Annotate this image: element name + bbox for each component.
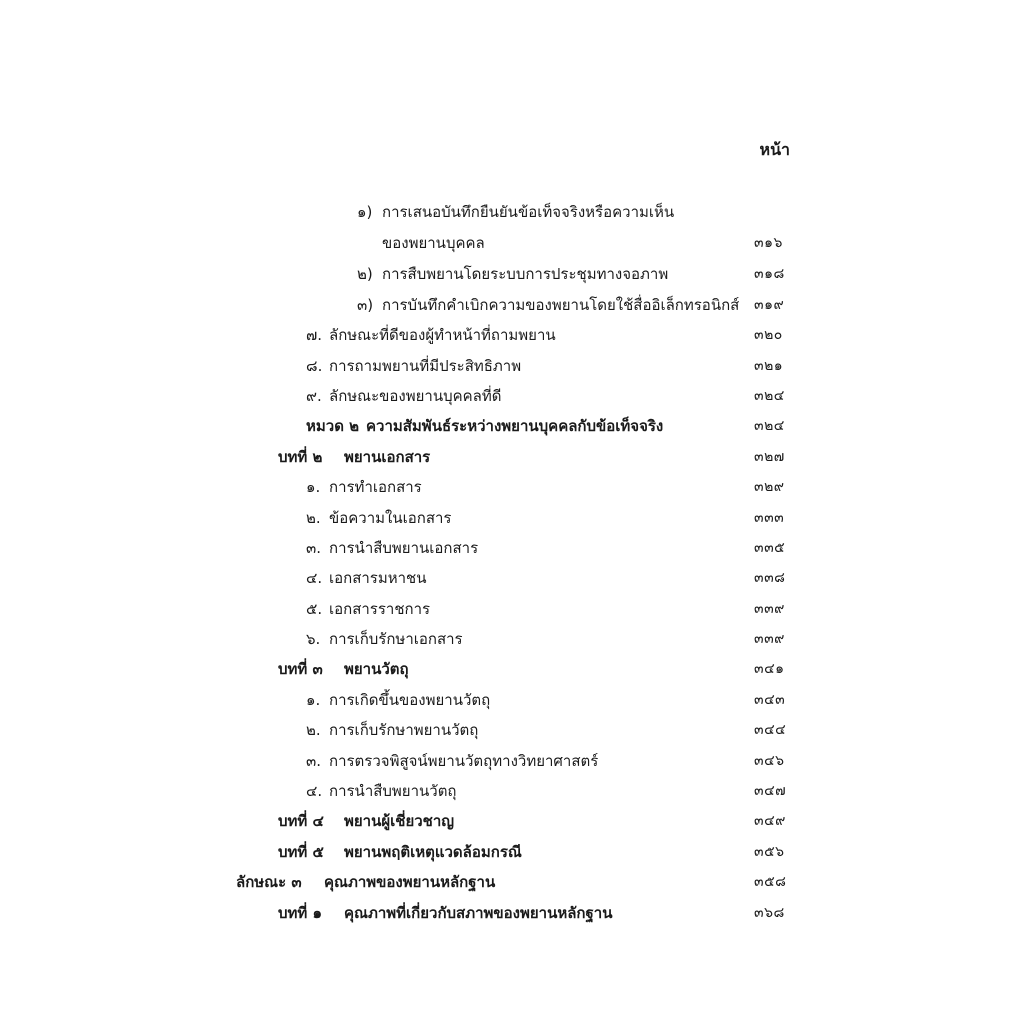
toc-entry-number: ๓. <box>306 538 322 557</box>
toc-entry-number: ๗. <box>306 326 323 345</box>
toc-entry-page-number: ๓๒๔ <box>754 387 785 404</box>
toc-entry-number: หมวด ๒ <box>306 417 360 436</box>
toc-entry-page-number: ๓๔๑ <box>754 661 785 678</box>
toc-entry-page-number: ๓๑๙ <box>754 296 785 313</box>
toc-entry <box>0 685 1024 715</box>
toc-entry-page-number: ๓๒๗ <box>754 448 785 465</box>
toc-entry-number: ลักษณะ ๓ <box>236 873 302 892</box>
toc-entry-page-number: ๓๑๘ <box>754 266 785 283</box>
toc-entry-number: บทที่ ๓ <box>278 660 323 679</box>
toc-entry-page-number: ๓๓๙ <box>754 631 785 648</box>
toc-entry-title: การเก็บรักษาพยานวัตถุ <box>329 721 479 740</box>
toc-entry-page-number: ๓๕๖ <box>754 843 785 860</box>
toc-entry <box>0 715 1024 745</box>
toc-entry <box>0 442 1024 472</box>
toc-entry-title: การนำสืบพยานเอกสาร <box>329 538 479 557</box>
toc-entry-page-number: ๓๒๐ <box>754 327 783 344</box>
toc-entry-number: ๓) <box>357 295 374 314</box>
toc-entry <box>0 503 1024 533</box>
toc-entry-title: เอกสารราชการ <box>329 599 431 618</box>
toc-entry <box>0 533 1024 563</box>
toc-entry-title: การเสนอบันทึกยืนยันข้อเท็จจริงหรือความเห็น <box>382 203 675 221</box>
toc-entry-number: ๕. <box>306 599 323 618</box>
page-column-header: หน้า <box>759 140 790 159</box>
toc-entry-page-number: ๓๔๔ <box>754 722 787 739</box>
toc-entry-title: การบันทึกคำเบิกความของพยานโดยใช้สื่ออิเล็กทรอนิกส์ <box>382 295 740 314</box>
toc-entry-title: เอกสารมหาชน <box>329 569 427 588</box>
toc-entry-number: ๔. <box>306 782 323 801</box>
toc-entry-title: การทำเอกสาร <box>329 478 422 497</box>
toc-entry-number: ๘. <box>306 356 323 375</box>
toc-entry <box>0 806 1024 836</box>
toc-entry <box>0 746 1024 776</box>
toc-entry <box>0 290 1024 320</box>
toc-entry <box>0 898 1024 928</box>
toc-entry-number: ๑. <box>306 690 321 709</box>
toc-entry <box>0 594 1024 624</box>
toc-entry <box>0 472 1024 502</box>
toc-entry-page-number: ๓๓๙ <box>754 600 785 617</box>
toc-entry-number: บทที่ ๑ <box>278 903 323 922</box>
toc-entry-number: บทที่ ๒ <box>278 447 323 466</box>
toc-entry-page-number: ๓๖๘ <box>754 904 785 921</box>
toc-entry <box>0 563 1024 593</box>
toc-entry-title: ลักษณะของพยานบุคคลที่ดี <box>329 386 502 405</box>
toc-entry <box>0 197 1024 227</box>
toc-entry-number: ๒. <box>306 508 321 527</box>
toc-entry-number: ๙. <box>306 386 322 405</box>
toc-entry-page-number: ๓๓๕ <box>754 539 786 556</box>
toc-entry-number: ๒) <box>357 265 373 284</box>
toc-entry <box>0 227 1024 259</box>
toc-entry-page-number: ๓๓๓ <box>754 509 785 526</box>
table-of-contents <box>0 197 1024 928</box>
toc-entry <box>0 837 1024 867</box>
toc-entry-title: การเก็บรักษาเอกสาร <box>329 630 463 649</box>
toc-entry-page-number: ๓๓๘ <box>754 570 786 587</box>
toc-entry-number: บทที่ ๕ <box>278 842 324 861</box>
toc-entry-title: ของพยานบุคคล <box>382 234 485 253</box>
toc-entry-number: ๖. <box>306 630 321 649</box>
toc-entry <box>0 624 1024 654</box>
toc-entry <box>0 351 1024 381</box>
toc-entry-title: คุณภาพที่เกี่ยวกับสภาพของพยานหลักฐาน <box>344 903 613 922</box>
toc-entry <box>0 381 1024 411</box>
toc-entry-page-number: ๓๔๓ <box>754 691 786 708</box>
toc-entry-page-number: ๓๒๔ <box>754 418 785 435</box>
toc-entry-page-number: ๓๒๙ <box>754 479 785 496</box>
toc-entry-number: ๔. <box>306 569 323 588</box>
toc-entry-title: ความสัมพันธ์ระหว่างพยานบุคคลกับข้อเท็จจริง <box>366 417 664 436</box>
toc-entry <box>0 776 1024 806</box>
toc-entry-number: บทที่ ๔ <box>278 812 324 831</box>
toc-entry-number: ๑. <box>306 478 321 497</box>
toc-entry-page-number: ๓๔๙ <box>754 813 786 830</box>
toc-entry-title: การถามพยานที่มีประสิทธิภาพ <box>329 356 522 375</box>
toc-entry-title: การตรวจพิสูจน์พยานวัตถุทางวิทยาศาสตร์ <box>329 751 599 770</box>
toc-entry-title: คุณภาพของพยานหลักฐาน <box>324 873 496 892</box>
toc-entry-page-number: ๓๕๘ <box>754 874 787 891</box>
toc-entry-title: พยานเอกสาร <box>344 447 431 466</box>
toc-entry-title: ข้อความในเอกสาร <box>329 508 452 527</box>
toc-entry-title: การเกิดขึ้นของพยานวัตถุ <box>329 690 491 709</box>
toc-entry-title: พยานพฤติเหตุแวดล้อมกรณี <box>344 842 522 861</box>
toc-entry-title: ลักษณะที่ดีของผู้ทำหน้าที่ถามพยาน <box>329 326 556 345</box>
toc-entry <box>0 654 1024 684</box>
toc-entry-page-number: ๓๑๖ <box>754 235 783 252</box>
toc-entry-title: พยานวัตถุ <box>344 660 409 679</box>
toc-entry-page-number: ๓๔๗ <box>754 783 787 800</box>
toc-entry <box>0 867 1024 897</box>
toc-entry-page-number: ๓๒๑ <box>754 357 784 374</box>
toc-entry-number: ๑) <box>357 203 373 221</box>
toc-entry-page-number: ๓๔๖ <box>754 752 785 769</box>
toc-entry <box>0 259 1024 289</box>
toc-entry <box>0 411 1024 441</box>
toc-entry-title: การนำสืบพยานวัตถุ <box>329 782 457 801</box>
toc-entry-title: การสืบพยานโดยระบบการประชุมทางจอภาพ <box>382 265 669 284</box>
toc-entry-number: ๓. <box>306 751 322 770</box>
toc-entry-title: พยานผู้เชี่ยวชาญ <box>344 812 455 831</box>
toc-entry-number: ๒. <box>306 721 321 740</box>
toc-entry <box>0 320 1024 350</box>
